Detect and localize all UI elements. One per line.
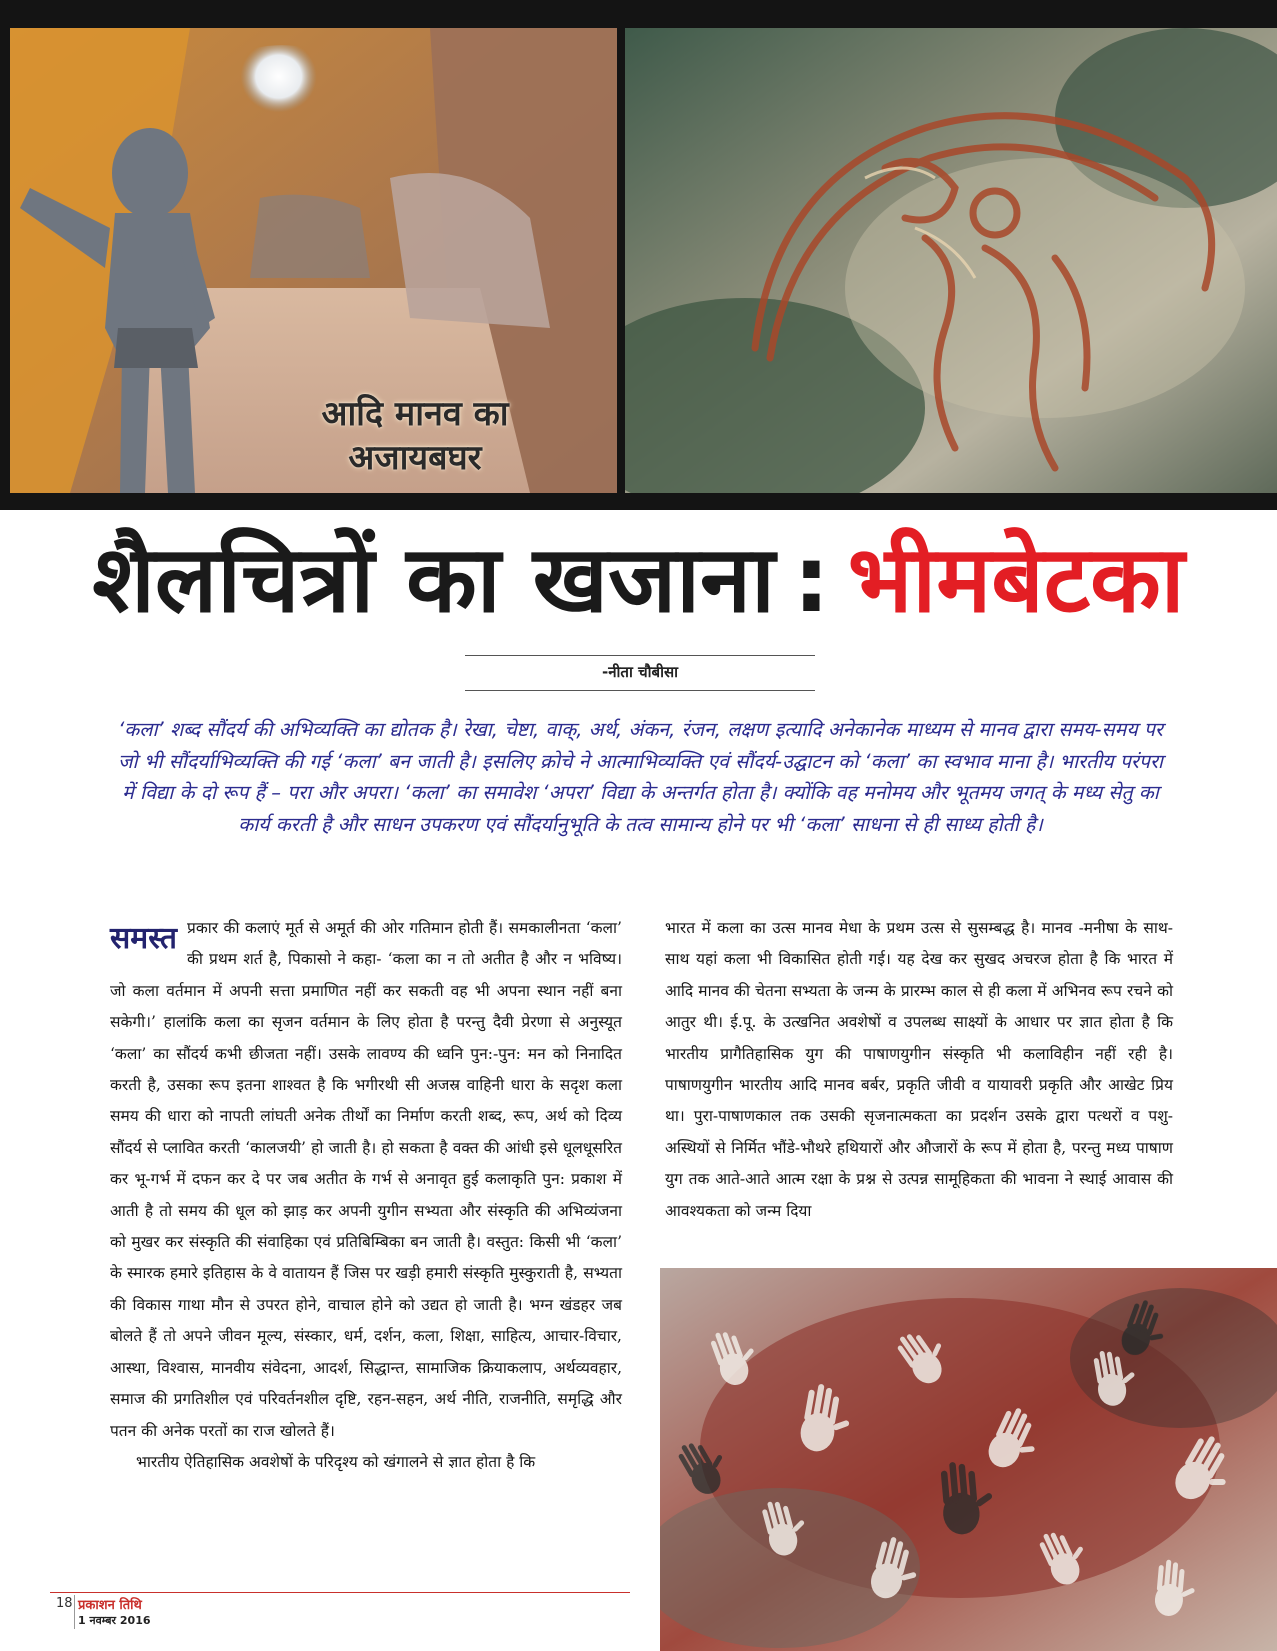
caption-line-1: आदि मानव का — [321, 394, 509, 434]
footer-rule — [50, 1592, 630, 1593]
museum-caption — [270, 392, 560, 480]
intro-paragraph: ‘कला’ शब्द सौंदर्य की अभिव्यक्ति का द्योतक है। रेखा, चेष्टा, वाक्, अर्थ, अंकन, रंजन, लक्षण इत्यादि अनेकानेक माध्यम से मानव द्वारा समय-समय पर जो भी सौंदर्याभिव्यक्ति की गई ‘कला’ बन जाती है। इसलिए क्रोचे ने आत्माभिव्यक्ति एवं सौंदर्य-उद्घाटन को ‘कला’ का स्वभाव माना है। भारतीय परंपरा में विद्या के दो रूप हैं – परा और अपरा। ‘कला’ का समावेश ‘अपरा’ विद्या के अन्तर्गत होता है। क्योंकि वह मनोमय और भूतमय जगत् के मध्य सेतु का कार्य करती है और साधन उपकरण एवं सौंदर्यानुभूति के तत्व सामान्य होने पर भी ‘कला’ साधना से ही साध्य होती है। — [118, 718, 1163, 836]
publication-date: 1 नवम्बर 2016 — [78, 1614, 151, 1627]
headline-accent: भीमबेटका — [847, 526, 1185, 633]
body-column-right — [665, 913, 1173, 1253]
footer-divider — [74, 1595, 75, 1629]
page-number: 18 — [56, 1596, 73, 1611]
hand-stencil-photo — [660, 1268, 1277, 1651]
publication-name: प्रकाशन तिथि — [78, 1598, 142, 1613]
caption-line-2: अजायबघर — [348, 438, 482, 478]
byline-rule-top — [465, 655, 815, 656]
left-paragraph-2: भारतीय ऐतिहासिक अवशेषों के परिदृश्य को खंगालने से ज्ञात होता है कि — [136, 1452, 536, 1471]
article-headline — [0, 520, 1277, 640]
byline: -नीता चौबीसा — [602, 663, 678, 681]
right-paragraph-1: भारत में कला का उत्स मानव मेधा के प्रथम उत्स से सुसम्बद्ध है। मानव -मनीषा के साथ-साथ यहां कला भी विकासित होती गई। यह देख कर सुखद अचरज होता है कि भारत में आदि मानव की चेतना सभ्यता के जन्म के प्रारम्भ काल से ही कला में अभिनव रूप रचने को आतुर थी। ई.पू. के उत्खनित अवशेषों व उपलब्ध साक्ष्यों के आधार पर ज्ञात होता है कि भारतीय प्रागैतिहासिक युग की पाषाणयुगीन संस्कृति भी कलाविहीन नहीं रही है। पाषाणयुगीन भारतीय आदि मानव बर्बर, प्रकृति जीवी व यायावरी प्रकृति और आखेट प्रिय था। पुरा-पाषाणकाल तक उसकी सृजनात्मकता का प्रदर्शन उसके द्वारा पत्थरों व पशु-अस्थियों से निर्मित भौंडे-भौथरे हथियारों और औजारों के रूप में होता है, परन्तु मध्य पाषाण युग तक आते-आते आत्म रक्षा के प्रश्न से उत्पन्न सामूहिकता की भावना ने स्थाई आवास की आवश्यकता को जन्म दिया — [665, 919, 1173, 1220]
headline-main: शैलचित्रों का खजाना — [92, 526, 775, 633]
left-paragraph-1 — [110, 913, 622, 1447]
byline-rule-bottom — [465, 690, 815, 691]
headline-separator: : — [792, 526, 830, 633]
body-column-left — [110, 913, 622, 1563]
dropcap-word: समस्त — [110, 921, 177, 956]
left-paragraph-1-text: प्रकार की कलाएं मूर्त से अमूर्त की ओर गतिमान होती हैं। समकालीनता ‘कला’ की प्रथम शर्त है, पिकासो ने कहा- ‘कला का न तो अतीत है और न भविष्य। जो कला वर्तमान में अपनी सत्ता प्रमाणित नहीं कर सकती वह भी अपना स्थान नहीं बना सकेगी।’ हालांकि कला का सृजन वर्तमान के लिए होता है परन्तु दैवी प्रेरणा से अनुस्यूत ‘कला’ का सौंदर्य कभी छीजता नहीं। उसके लावण्य की ध्वनि पुन:-पुन: मन को निनादित करती है, उसका रूप इतना शाश्वत है कि भगीरथी सी अजस्र वाहिनी धारा के सदृश कला समय की धारा को नापती लांघती अनेक तीर्थों का निर्माण करती शब्द, रूप, अर्थ को दिव्य सौंदर्य से प्लावित करती ‘कालजयी’ हो जाती है। हो सकता है वक्त की आंधी इसे धूलधूसरित कर भू-गर्भ में दफन कर दे पर जब अतीत के गर्भ से अनावृत हुई कलाकृति पुन: प्रकाश में आती है तो समय की धूल को झाड़ कर अपनी युगीन सभ्यता और संस्कृति की अभिव्यंजना को मुखर कर संस्कृति की संवाहिका एवं प्रतिबिम्बिका बन जाती है। वस्तुत: किसी भी ‘कला’ के स्मारक हमारे इतिहास के वे वातायन हैं जिस पर खड़ी हमारी संस्कृति मुस्कुराती है, सभ्यता की विकास गाथा मौन से उपरत होने, वाचाल होने को उद्यत हो जाती है। भग्न खंडहर जब बोलते हैं तो अपने जीवन मूल्य, संस्कार, धर्म, दर्शन, कला, शिक्षा, साहित्य, आचार-विचार, आस्था, विश्वास, मानवीय संवेदना, आदर्श, सिद्धान्त, सामाजिक क्रियाकलाप, अर्थव्यवहार, समाज की प्रगतिशील एवं परिवर्तनशील दृष्टि, रहन-सहन, अर्थ नीति, राजनीति, समृद्धि और पतन की अनेक परतों का राज खोलते हैं। — [110, 919, 622, 1440]
rock-painting-photo — [625, 28, 1277, 493]
